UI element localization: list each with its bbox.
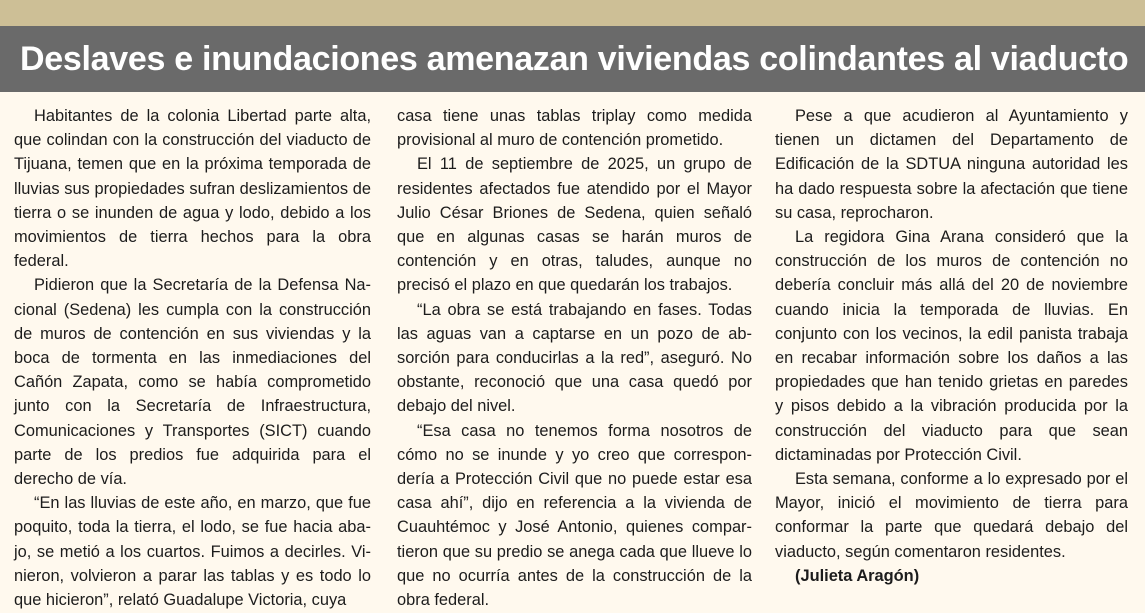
paragraph-continued: casa tiene unas tablas triplay como medida provisional al muro de contención prometido.: [397, 107, 752, 150]
article-column-3: [775, 104, 1128, 588]
article-column-2: [397, 104, 752, 612]
article-headline: Deslaves e inundaciones amenazan viviendas colindantes al viaducto: [20, 39, 1129, 78]
paragraph: Habitantes de la colonia Libertad parte alta, que colindan con la construcción del viaducto de Tijuana, temen que en la próxima temporada de lluvias sus propiedades sufran deslizamientos de tierra o se inunden de agua y lodo, debido a los movimientos de tierra hechos para la obra federal.: [14, 107, 371, 271]
paragraph: “En las lluvias de este año, en marzo, que fue poquito, toda la tierra, el lodo, se fue hacia abajo, se metió a los cuartos. Fuimos a decirles. Vinieron, volvieron a parar las tablas y es todo lo que hicieron”, relató Guadalupe Victoria, cuya: [14, 494, 371, 610]
paragraph: Pidieron que la Secretaría de la Defensa Nacional (Sedena) les cumpla con la construcción de muros de contención en sus viviendas y la boca de tormenta en las inmediaciones del Cañón Zapata, como se había comprometido junto con la Secretaría de Infraestructura, Comunicaciones y Transportes (SICT) cuando parte de los predios fue adquirida para el derecho de vía.: [14, 276, 371, 489]
headline-bar: [0, 26, 1145, 92]
article-column-1: [14, 104, 371, 612]
top-decorative-band: [0, 0, 1145, 26]
author-byline: (Julieta Aragón): [795, 566, 920, 585]
paragraph: Pese a que acudieron al Ayuntamiento y tienen un dictamen del Departamento de Edificación de la SDTUA ninguna autoridad les ha dado respuesta sobre la afectación que tiene su casa, reprocharon.: [775, 107, 1128, 222]
paragraph: La regidora Gina Arana consideró que la construcción de los muros de contención no debería concluir más allá del 20 de noviembre cuando inicia la temporada de lluvias. En conjunto con los vecinos, la edil panista trabaja en recabar información sobre los daños a las propiedades que han tenido grietas en paredes y pisos debido a la vibración producida por la construcción del viaducto para que sean dictaminadas por Protección Civil.: [775, 228, 1128, 464]
paragraph: “Esa casa no tenemos forma nosotros de cómo no se inunde y yo creo que correspondería a Protección Civil que no puede estar esa casa ahí”, dijo en referencia a la vivienda de Cuauhtémoc y José Antonio, quienes compartieron que su predio se anega cada que llueve lo que no ocurría antes de la construcción de la obra federal.: [397, 421, 752, 610]
paragraph: Esta semana, conforme a lo expresado por el Mayor, inició el movimiento de tierra para conformar la parte que quedará debajo del viaducto, según comentaron residentes.: [775, 470, 1128, 561]
paragraph: “La obra se está trabajando en fases. Todas las aguas van a captarse en un pozo de absorción para conducirlas a la red”, aseguró. No obstante, reconoció que una casa quedó por debajo del nivel.: [397, 300, 752, 416]
paragraph: El 11 de septiembre de 2025, un grupo de residentes afectados fue atendido por el Mayor Julio César Briones de Sedena, quien señaló que en algunas casas se harán muros de contención y en otras, taludes, aunque no precisó el plazo en que quedarán los trabajos.: [397, 155, 752, 295]
